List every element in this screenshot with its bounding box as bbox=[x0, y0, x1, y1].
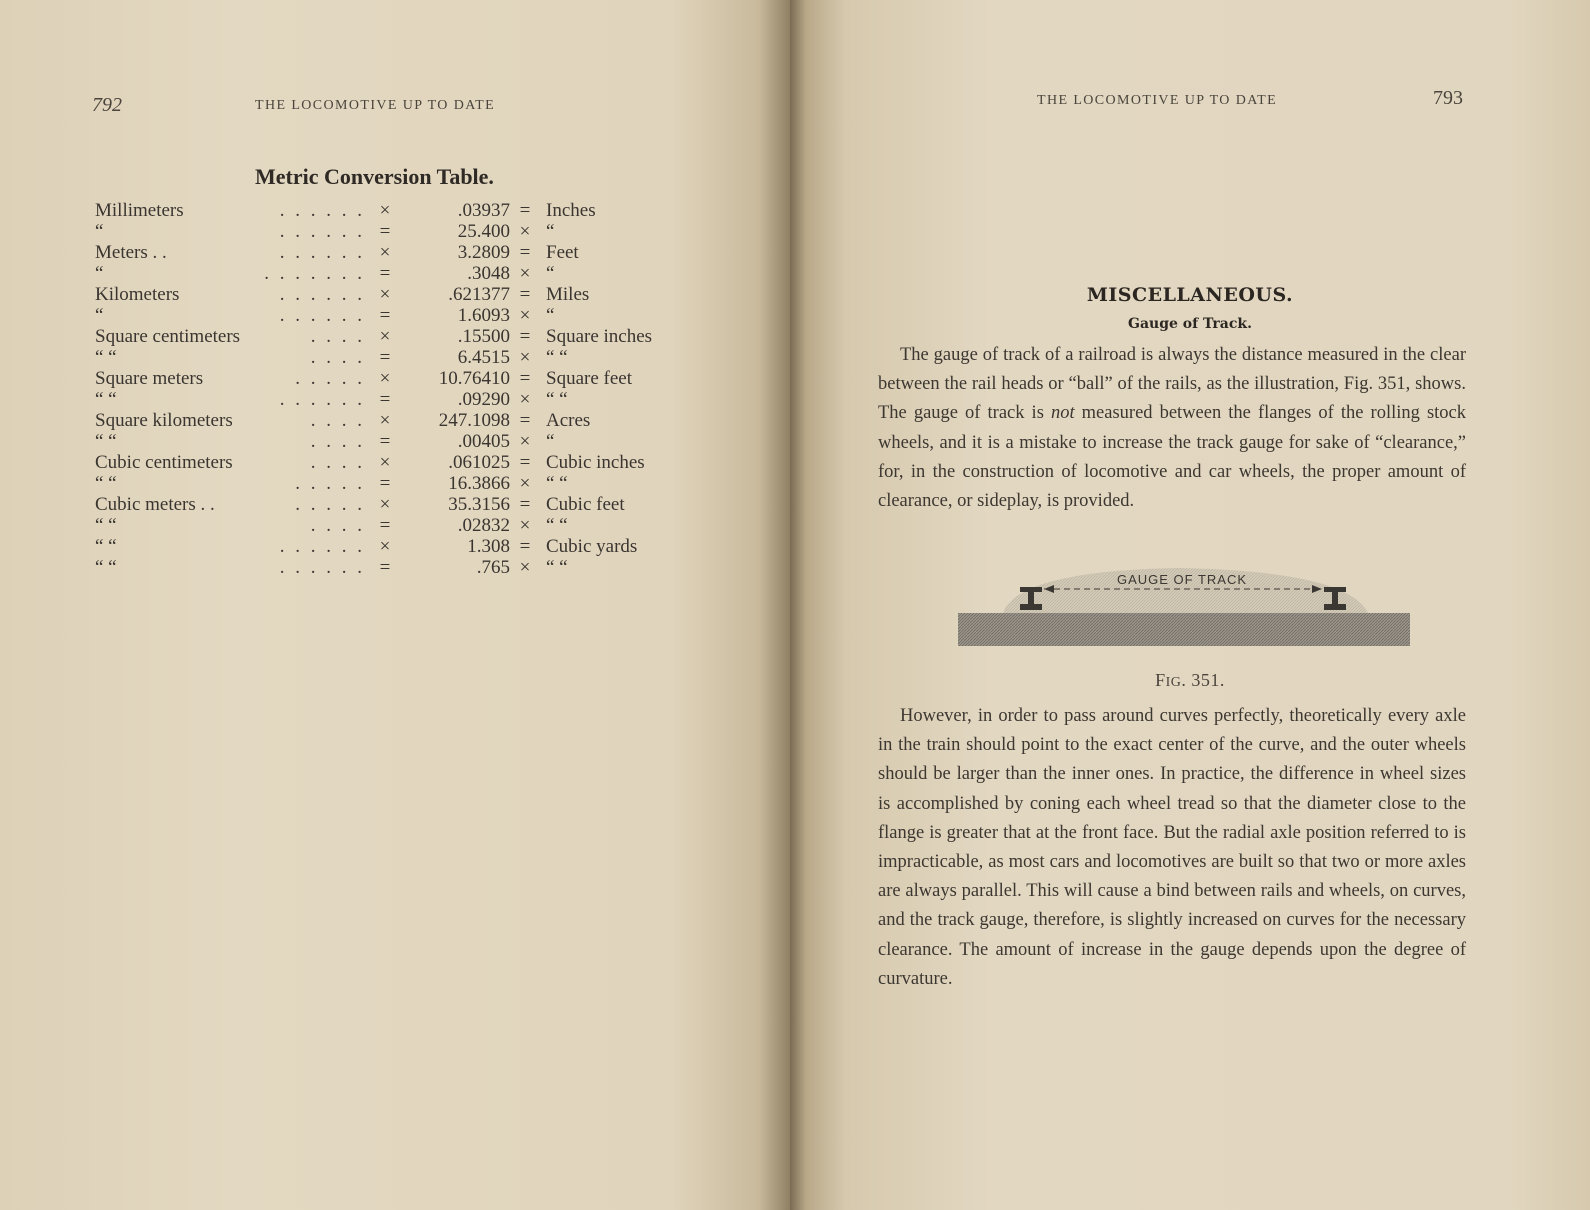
operator: × bbox=[379, 200, 391, 221]
operator: = bbox=[379, 221, 391, 242]
table-row bbox=[95, 305, 735, 326]
leader-dots: . . . . bbox=[310, 515, 365, 536]
operator: = bbox=[379, 473, 391, 494]
table-row bbox=[95, 263, 735, 284]
row-label: Millimeters bbox=[95, 200, 184, 221]
factor-value: 247.1098 bbox=[438, 410, 510, 431]
paragraph: The gauge of track of a railroad is always the distance measured in the clear between the rail heads or “ball” of the rails, as the illustration, Fig. 351, shows. The gauge of track is not measured between the flanges of the rolling stock wheels, and it is a mistake to increase the track gauge for sake of “clearance,” for, in the construction of locomotive and car wheels, the proper amount of clearance, or sideplay, is provided. bbox=[878, 345, 1466, 512]
row-label: Cubic centimeters bbox=[95, 452, 233, 473]
operator: × bbox=[379, 410, 391, 431]
operator: = bbox=[519, 494, 531, 515]
paragraph: However, in order to pass around curves perfectly, theoretically every axle in the train should point to the exact center of the curve, and the outer wheels should be larger than the inner ones. In practice, the difference in wheel sizes is accomplished by coning each wheel tread so that the diameter close to the flange is greater that at the front face. But the radial axle position referred to is impracticable, as most cars and locomotives are built so that two or more axles are always parallel. This will cause a bind between rails and wheels, on curves, and the track gauge, therefore, is slightly increased on curves for the necessary clearance. The amount of increase in the gauge depends upon the degree of curvature. bbox=[878, 706, 1466, 989]
unit-label: “ “ bbox=[546, 389, 568, 410]
operator: = bbox=[519, 536, 531, 557]
factor-value: .3048 bbox=[467, 263, 510, 284]
unit-label: Miles bbox=[546, 284, 590, 305]
operator: = bbox=[379, 305, 391, 326]
operator: × bbox=[379, 452, 391, 473]
operator: = bbox=[379, 389, 391, 410]
operator: × bbox=[519, 431, 531, 452]
row-label: “ “ bbox=[95, 536, 117, 557]
operator: × bbox=[519, 557, 531, 578]
row-label: “ “ bbox=[95, 389, 117, 410]
operator: = bbox=[519, 452, 531, 473]
operator: × bbox=[519, 389, 531, 410]
row-label: “ “ bbox=[95, 557, 117, 578]
operator: × bbox=[519, 347, 531, 368]
leader-dots: . . . . bbox=[310, 326, 365, 347]
operator: = bbox=[519, 410, 531, 431]
gauge-label: GAUGE OF TRACK bbox=[1116, 572, 1248, 587]
leader-dots: . . . . . . bbox=[279, 242, 365, 263]
subheading: Gauge of Track. bbox=[1128, 316, 1252, 332]
factor-value: .02832 bbox=[457, 515, 510, 536]
row-label: “ “ bbox=[95, 347, 117, 368]
unit-label: Square feet bbox=[546, 368, 632, 389]
table-row bbox=[95, 326, 735, 347]
row-label: “ bbox=[95, 221, 104, 242]
table-row bbox=[95, 494, 735, 515]
factor-value: 6.4515 bbox=[457, 347, 510, 368]
operator: × bbox=[379, 494, 391, 515]
operator: × bbox=[519, 305, 531, 326]
table-row bbox=[95, 221, 735, 242]
factor-value: 10.76410 bbox=[438, 368, 510, 389]
table-row bbox=[95, 410, 735, 431]
unit-label: “ “ bbox=[546, 347, 568, 368]
running-head: THE LOCOMOTIVE UP TO DATE bbox=[1037, 93, 1278, 108]
operator: = bbox=[379, 557, 391, 578]
operator: × bbox=[379, 242, 391, 263]
table-title: Metric Conversion Table. bbox=[255, 164, 494, 189]
row-label: Meters . . bbox=[95, 242, 167, 263]
leader-dots: . . . . . . bbox=[279, 200, 365, 221]
unit-label: Square inches bbox=[546, 326, 653, 347]
operator: = bbox=[519, 200, 531, 221]
track-bed bbox=[958, 613, 1410, 646]
conversion-table bbox=[95, 200, 735, 578]
unit-label: Cubic feet bbox=[546, 494, 625, 515]
operator: = bbox=[519, 368, 531, 389]
leader-dots: . . . . bbox=[310, 452, 365, 473]
operator: × bbox=[379, 536, 391, 557]
operator: = bbox=[379, 515, 391, 536]
factor-value: .621377 bbox=[448, 284, 510, 305]
leader-dots: . . . . . . bbox=[279, 557, 365, 578]
table-row bbox=[95, 452, 735, 473]
leader-dots: . . . . bbox=[310, 347, 365, 368]
row-label: “ “ bbox=[95, 515, 117, 536]
leader-dots: . . . . . . bbox=[279, 221, 365, 242]
unit-label: Cubic yards bbox=[546, 536, 638, 557]
page-number: 792 bbox=[92, 94, 122, 116]
table-row bbox=[95, 368, 735, 389]
unit-label: “ “ bbox=[546, 515, 568, 536]
factor-value: .00405 bbox=[457, 431, 510, 452]
factor-value: .765 bbox=[476, 557, 510, 578]
figure-caption: FIG. 351. bbox=[1155, 670, 1225, 690]
leader-dots: . . . . . bbox=[295, 494, 365, 515]
unit-label: Inches bbox=[546, 200, 596, 221]
leader-dots: . . . . . . bbox=[279, 305, 365, 326]
factor-value: 3.2809 bbox=[457, 242, 510, 263]
row-label: Square centimeters bbox=[95, 326, 241, 347]
operator: × bbox=[519, 221, 531, 242]
table-row bbox=[95, 242, 735, 263]
row-label: “ “ bbox=[95, 473, 117, 494]
row-label: Kilometers bbox=[95, 284, 180, 305]
leader-dots: . . . . bbox=[310, 431, 365, 452]
unit-label: Feet bbox=[546, 242, 579, 263]
gauge-of-track-figure bbox=[958, 563, 1413, 658]
right-page bbox=[790, 0, 1590, 1210]
operator: = bbox=[519, 326, 531, 347]
leader-dots: . . . . . . . bbox=[264, 263, 365, 284]
factor-value: 1.308 bbox=[467, 536, 510, 557]
row-label: Cubic meters . . bbox=[95, 494, 215, 515]
operator: × bbox=[519, 515, 531, 536]
row-label: Square meters bbox=[95, 368, 204, 389]
table-row bbox=[95, 515, 735, 536]
factor-value: 35.3156 bbox=[448, 494, 510, 515]
factor-value: .15500 bbox=[457, 326, 510, 347]
unit-label: “ “ bbox=[546, 473, 568, 494]
factor-value: .09290 bbox=[457, 389, 510, 410]
unit-label: “ bbox=[546, 263, 555, 284]
table-row bbox=[95, 536, 735, 557]
unit-label: “ “ bbox=[546, 557, 568, 578]
row-label: Square kilometers bbox=[95, 410, 233, 431]
operator: = bbox=[379, 347, 391, 368]
factor-value: 25.400 bbox=[457, 221, 510, 242]
factor-value: .03937 bbox=[457, 200, 510, 221]
operator: = bbox=[379, 263, 391, 284]
leader-dots: . . . . . . bbox=[279, 284, 365, 305]
operator: = bbox=[519, 242, 531, 263]
unit-label: Acres bbox=[546, 410, 591, 431]
unit-label: “ bbox=[546, 221, 555, 242]
row-label: “ bbox=[95, 305, 104, 326]
table-row bbox=[95, 473, 735, 494]
operator: = bbox=[379, 431, 391, 452]
operator: × bbox=[379, 368, 391, 389]
leader-dots: . . . . . . bbox=[279, 536, 365, 557]
table-row bbox=[95, 347, 735, 368]
operator: × bbox=[519, 473, 531, 494]
leader-dots: . . . . . . bbox=[279, 389, 365, 410]
unit-label: Cubic inches bbox=[546, 452, 645, 473]
factor-value: 16.3866 bbox=[448, 473, 510, 494]
unit-label: “ bbox=[546, 431, 555, 452]
row-label: “ “ bbox=[95, 431, 117, 452]
factor-value: 1.6093 bbox=[457, 305, 510, 326]
table-row bbox=[95, 557, 735, 578]
leader-dots: . . . . . bbox=[295, 368, 365, 389]
table-row bbox=[95, 389, 735, 410]
operator: = bbox=[519, 284, 531, 305]
leader-dots: . . . . . bbox=[295, 473, 365, 494]
table-row bbox=[95, 284, 735, 305]
left-page bbox=[0, 0, 790, 1210]
leader-dots: . . . . bbox=[310, 410, 365, 431]
factor-value: .061025 bbox=[448, 452, 510, 473]
section-heading: MISCELLANEOUS. bbox=[1086, 284, 1294, 306]
operator: × bbox=[519, 263, 531, 284]
row-label: “ bbox=[95, 263, 104, 284]
table-row bbox=[95, 200, 735, 221]
operator: × bbox=[379, 284, 391, 305]
running-head: THE LOCOMOTIVE UP TO DATE bbox=[255, 98, 496, 113]
page-number: 793 bbox=[1433, 87, 1463, 109]
unit-label: “ bbox=[546, 305, 555, 326]
table-row bbox=[95, 431, 735, 452]
operator: × bbox=[379, 326, 391, 347]
